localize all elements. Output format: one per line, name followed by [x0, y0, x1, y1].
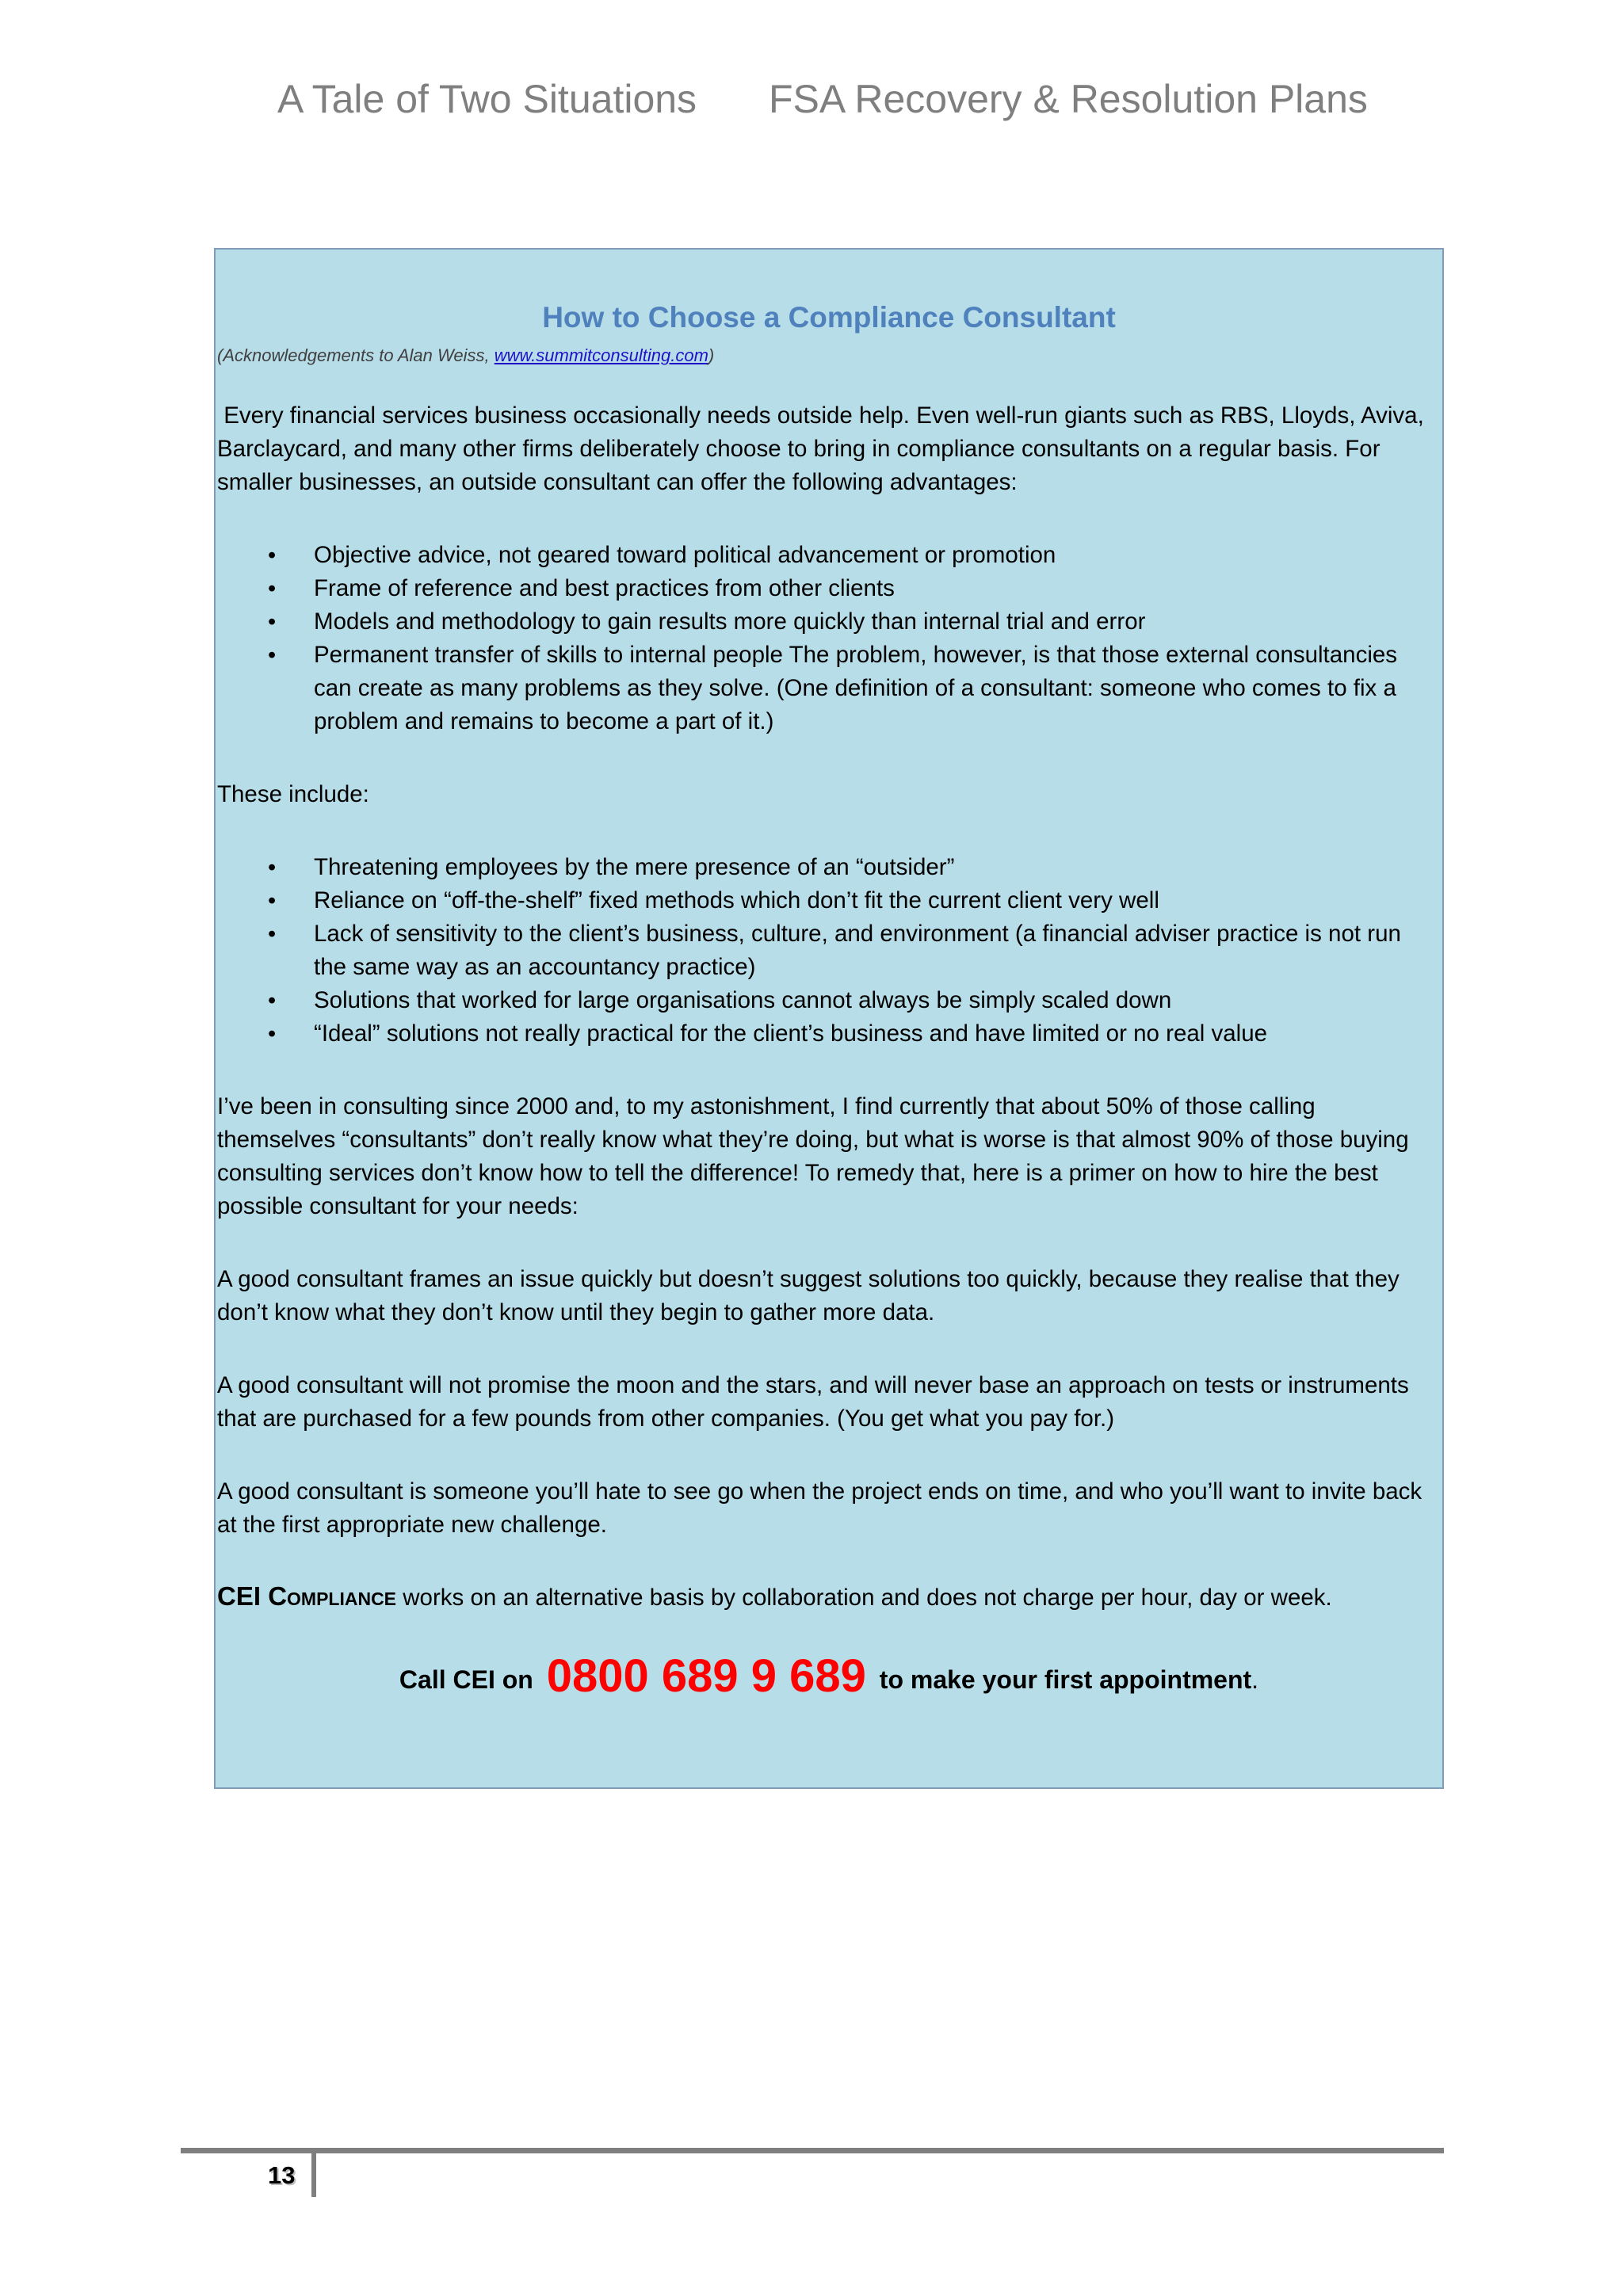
list-item-text: “Ideal” solutions not really practical for the client’s business and have limited or no real value [314, 1020, 1268, 1047]
call-to-action [216, 1650, 1442, 1703]
moon-paragraph: A good consultant will not promise the moon and the stars, and will never base an approach on tests or instruments that are purchased for a few pounds from other companies. (You get what you pay for.) [217, 1371, 1409, 1432]
list-item-text: Threatening employees by the mere presence of an “outsider” [314, 853, 955, 880]
brand-compliance: Compliance [268, 1581, 397, 1611]
bullet-icon: • [268, 608, 277, 635]
list-item [216, 984, 1439, 1017]
page-number: 13 [268, 2161, 296, 2189]
list-item [216, 639, 1439, 738]
header-section-title: FSA Recovery & Resolution Plans [769, 77, 1368, 121]
bullet-icon: • [268, 854, 277, 880]
list-item [216, 884, 1439, 917]
list-item-text: Objective advice, not geared toward political advancement or promotion [314, 541, 1056, 568]
intro-paragraph: Every financial services business occasionally needs outside help. Even well-run giants such as RBS, Lloyds, Aviva, Barclaycard, and many other firms deliberately choose to bring in compliance consultants on a regular basis. For smaller businesses, an outside consultant can offer the following advantages: [217, 402, 1430, 495]
list-item-text: Reliance on “off-the-shelf” fixed methods which don’t fit the current client very well [314, 887, 1159, 913]
hate-paragraph: A good consultant is someone you’ll hate to see go when the project ends on time, and who you’ll want to invite back at the first appropriate new challenge. [217, 1478, 1423, 1538]
bullet-icon: • [268, 542, 277, 568]
list-item-text: Models and methodology to gain results more quickly than internal trial and error [314, 608, 1146, 635]
list-item-text: Frame of reference and best practices from other clients [314, 574, 895, 601]
bullet-icon: • [268, 642, 277, 668]
footer-rule [181, 2148, 1444, 2153]
bullet-icon: • [268, 1020, 277, 1047]
cta-prefix: Call CEI on [399, 1665, 540, 1694]
list-item [216, 851, 1439, 884]
bullet-icon: • [268, 921, 277, 947]
ack-suffix: ) [708, 345, 715, 366]
footer-tick [311, 2148, 316, 2197]
brand-statement [217, 1580, 1442, 1615]
cta-suffix: to make your first appointment [872, 1665, 1252, 1694]
frames-paragraph: A good consultant frames an issue quickly but doesn’t suggest solutions too quickly, because they realise that they don’t know what they don’t know until they begin to gather more data. [217, 1265, 1400, 1325]
advantages-list [216, 539, 1442, 738]
box-title: How to Choose a Compliance Consultant [542, 301, 1116, 334]
consulting-paragraph: I’ve been in consulting since 2000 and, to my astonishment, I find currently that about 50% of those calling themselves “consultants” don’t really know what they’re doing, but what is worse is that almost 90% of those buying consulting services don’t know how to tell the difference! To remedy that, here is a primer on how to hire the best possible consultant for your needs: [217, 1093, 1409, 1219]
list-item [216, 572, 1439, 605]
consultant-info-box [214, 248, 1444, 1789]
bullet-icon: • [268, 575, 277, 601]
list-item-text: Lack of sensitivity to the client’s business, culture, and environment (a financial adviser practice is not run the same way as an accountancy practice) [314, 920, 1401, 980]
list-item [216, 539, 1439, 572]
summit-consulting-link[interactable]: www.summitconsulting.com [494, 345, 708, 366]
problems-list [216, 851, 1442, 1051]
list-item [216, 1017, 1439, 1051]
bullet-icon: • [268, 887, 277, 913]
list-item [216, 605, 1439, 639]
these-include-label: These include: [217, 780, 369, 807]
acknowledgement [217, 345, 1442, 368]
brand-statement-text: works on an alternative basis by collaboration and does not charge per hour, day or week. [396, 1584, 1332, 1611]
brand-cei: CEI [217, 1581, 269, 1611]
phone-number[interactable]: 0800 689 9 689 [546, 1650, 866, 1702]
list-item [216, 917, 1439, 984]
bullet-icon: • [268, 987, 277, 1013]
list-item-text: Permanent transfer of skills to internal people The problem, however, is that those external consultancies can create as many problems as they solve. (One definition of a consultant: someone who comes to fix a problem and remains to become a part of it.) [314, 641, 1398, 734]
list-item-text: Solutions that worked for large organisations cannot always be simply scaled down [314, 986, 1172, 1013]
header-document-title: A Tale of Two Situations [277, 77, 697, 121]
ack-prefix: (Acknowledgements to Alan Weiss, [217, 345, 495, 366]
cta-period: . [1251, 1665, 1259, 1694]
brand-name [217, 1581, 396, 1611]
